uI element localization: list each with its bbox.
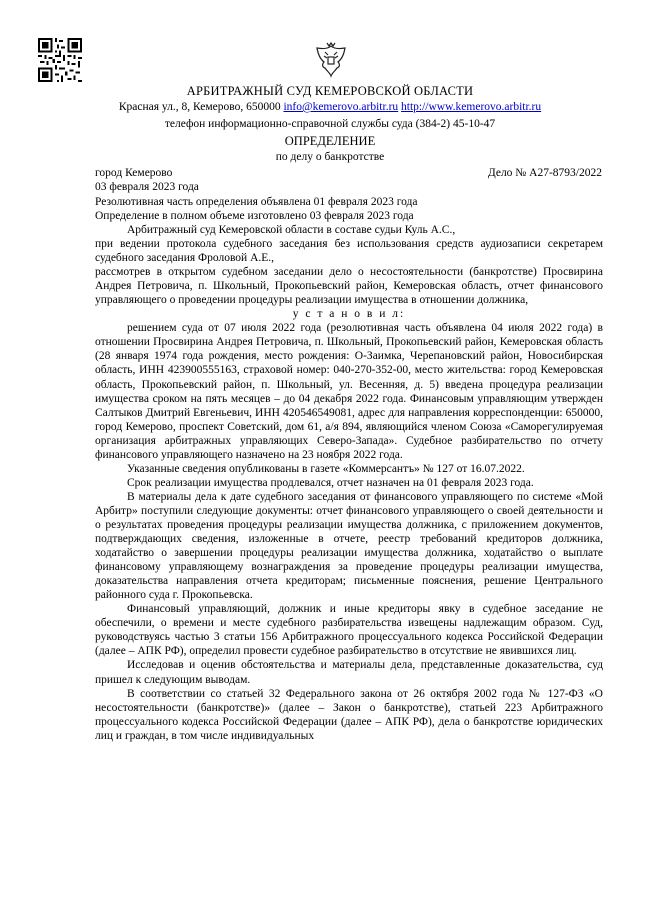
document-subtype: по делу о банкротстве [275,151,385,163]
paragraph: Арбитражный суд Кемеровской области в составе судьи Куль А.С., [127,224,456,236]
paragraph: рассмотрев в открытом судебном заседании дело о несостоятельности (банкротстве) Просвирина Андрея Петровича, п. Школьный, Прокопьевский район, Кемеровская область, отчет финансового управляющего о проведении процедуры реализации имущества в отношении должника, [95,266,603,307]
paragraph: В соответствии со статьей 32 Федерального закона от 26 октября 2002 года № 127-ФЗ «О несостоятельности (банкротстве)» (далее – Закон о банкротстве), статьей 223 Арбитражного процессуального кодекса Российской Федерации (далее – АПК РФ), дела о банкротстве юридических лиц и граждан, в том числе индивидуальных [95,687,603,742]
court-website-link[interactable]: http://www.kemerovo.arbitr.ru [401,101,542,113]
paragraph: Срок реализации имущества продлевался, отчет назначен на 01 февраля 2023 года. [127,476,534,489]
document-body [95,223,603,743]
paragraph: Исследовав и оценив обстоятельства и материалы дела, представленные доказательства, суд пришел к следующим выводам. [95,659,603,686]
paragraph: при ведении протокола судебного заседания без использования средств аудиозаписи секретарем судебного заседания Фроловой А.Е., [95,238,603,265]
paragraph: Финансовый управляющий, должник и иные кредиторы явку в судебное заседание не обеспечили, о времени и месте судебного разбирательства извещены надлежащим образом. Суд, руководствуясь частью 3 статьи 156 Арбитражного процессуального кодекса Российской Федерации (далее – АПК РФ), определил провести судебное разбирательство в отсутствие не явившихся лиц. [95,603,603,658]
paragraph: Указанные сведения опубликованы в газете «Коммерсантъ» № 127 от 16.07.2022. [127,462,525,475]
city: город Кемерово [95,167,173,179]
coat-of-arms-emblem [311,40,351,80]
paragraph: решением суда от 07 июля 2022 года (резолютивная часть объявлена 04 июля 2022 года) в отношении Просвирина Андрея Петровича, п. Школьный, Прокопьевский район, Кемеровская область (28 января 1974 года рождения, место рождения: О-Заимка, Черепановский район, Новосибирская область, ИНН 423900555163, страховой номер: 040-270-352-00, место жительства: город Кемеровская область, Прокопьевский район, п. Школьный, ул. Весенняя, д. 5) введена процедура реализации имущества сроком на пять месяцев – до 04 декабря 2022 года. Финансовым управляющим утвержден Салтыков Дмитрий Евгеньевич, ИНН 420546549081, адрес для направления корреспонденции: 650000, город Кемерово, проспект Советский, дом 61, а/я 894, являющийся членом Союза «Саморегулируемая организация арбитражных управляющих Северо-Запада». Судебное разбирательство по отчету финансового управляющего назначено на 23 ноября 2022 года. [95,322,603,461]
court-contacts [60,100,600,114]
court-address: Красная ул., 8, Кемерово, 650000 [118,101,281,113]
established-heading: у с т а н о в и л: [292,308,406,321]
court-name: АРБИТРАЖНЫЙ СУД КЕМЕРОВСКОЙ ОБЛАСТИ [186,84,474,98]
resolution-announced: Резолютивная часть определения объявлена 01 февраля 2023 года [95,196,418,208]
document-date: 03 февраля 2023 года [95,181,199,193]
case-number: Дело № А27-8793/2022 [487,167,602,179]
document-type: ОПРЕДЕЛЕНИЕ [284,134,376,148]
qr-code [38,38,82,82]
full-text-date: Определение в полном объеме изготовлено 03 февраля 2023 года [95,210,414,222]
court-email-link[interactable]: info@kemerovo.arbitr.ru [283,101,399,113]
court-phone: телефон информационно-справочной службы суда (384-2) 45-10-47 [164,118,496,130]
paragraph: В материалы дела к дате судебного заседания от финансового управляющего по системе «Мой Арбитр» поступили следующие документы: отчет финансового управляющего о своей деятельности и о результатах проведения процедуры реализации имущества должника, с приложением документов, подтверждающих сведения, изложенные в отчете, реестр требований кредиторов должника, ходатайство о завершении процедуры реализации имущества должника, ходатайство о выплате финансовому управляющему вознаграждения за проведение процедуры реализации имущества, доказательства направления отчета кредиторам; письменные пояснения, решение Центрального районного суда г. Прокопьевска. [95,490,603,602]
